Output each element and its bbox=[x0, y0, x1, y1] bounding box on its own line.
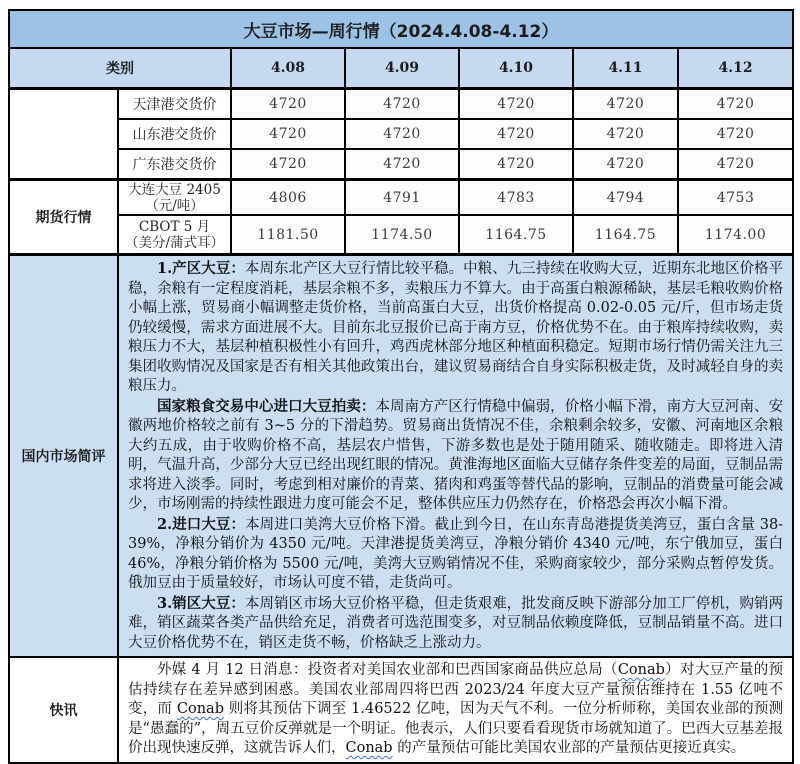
price-cell: 4720 bbox=[459, 89, 573, 120]
price-cell: 4720 bbox=[573, 149, 678, 180]
column-header-row bbox=[9, 48, 793, 89]
flash-text: 的产量预估可能比美国农业部的产量预估更接近真实。 bbox=[392, 740, 746, 756]
price-cell: 4720 bbox=[231, 119, 345, 149]
page-title: 大豆市场—周行情（2024.4.08-4.12） bbox=[9, 10, 793, 48]
price-cell: 4720 bbox=[345, 89, 459, 120]
date-header-5: 4.12 bbox=[678, 48, 793, 89]
category-header: 类别 bbox=[9, 48, 231, 89]
flash-news-text bbox=[118, 657, 793, 763]
flash-text: ）对大豆产量的预估持续存在差异感到困惑。美国农业部周四将巴西 2023/24 年度大豆产量预估维持在 1.55 亿吨不变，而 bbox=[128, 662, 784, 717]
review-paragraph-3 bbox=[128, 515, 783, 594]
date-header-1: 4.08 bbox=[231, 48, 345, 89]
spot-group-cell-empty bbox=[9, 89, 118, 180]
price-cell: 4720 bbox=[231, 89, 345, 120]
price-cell: 1174.00 bbox=[678, 215, 793, 255]
price-cell: 1164.75 bbox=[573, 215, 678, 255]
price-cell: 4720 bbox=[573, 89, 678, 120]
flash-text: 外媒 4 月 12 日消息：投资者对美国农业部和巴西国家商品供应总局（ bbox=[157, 662, 618, 678]
price-cell: 4720 bbox=[231, 149, 345, 180]
price-cell: 4806 bbox=[231, 180, 345, 216]
futures-label-line2: （美分/蒲式耳） bbox=[124, 234, 225, 251]
price-cell: 4753 bbox=[678, 180, 793, 216]
flash-news-label: 快讯 bbox=[9, 657, 118, 763]
table-row-cbot-futures bbox=[9, 215, 793, 255]
soybean-weekly-report-table bbox=[8, 9, 794, 764]
table-row-shandong bbox=[9, 119, 793, 149]
price-cell: 1164.75 bbox=[459, 215, 573, 255]
price-cell: 4720 bbox=[459, 149, 573, 180]
paragraph-lead: 国家粮食交易中心进口大豆拍卖： bbox=[157, 397, 376, 415]
table-row-dalian-futures bbox=[9, 180, 793, 216]
price-cell: 4720 bbox=[345, 149, 459, 180]
spellcheck-word: Conab bbox=[345, 740, 393, 756]
price-cell: 4720 bbox=[573, 119, 678, 149]
spot-row-label: 广东港交货价 bbox=[118, 149, 231, 180]
futures-group-label: 期货行情 bbox=[9, 180, 118, 255]
futures-label-line2: （元/吨） bbox=[145, 197, 204, 214]
date-header-2: 4.09 bbox=[345, 48, 459, 89]
price-cell: 4791 bbox=[345, 180, 459, 216]
review-paragraph-2 bbox=[128, 397, 783, 515]
price-table bbox=[8, 9, 794, 764]
paragraph-lead: 3.销区大豆： bbox=[157, 594, 245, 612]
flash-news-section bbox=[9, 657, 793, 763]
price-cell: 4720 bbox=[678, 149, 793, 180]
futures-row-label bbox=[118, 215, 231, 255]
market-review-label: 国内市场简评 bbox=[9, 255, 118, 658]
futures-label-line1: CBOT 5 月 bbox=[138, 218, 211, 235]
futures-label-line1: 大连大豆 2405 bbox=[128, 181, 221, 198]
paragraph-body: 本周进口美湾大豆价格下滑。截止到今日，在山东青岛港提货美湾豆，蛋白含量 38-39%，净粮分销价为 4350 元/吨。天津港提货美湾豆，净粮分销价 4340 元/吨，东宁俄加豆，蛋白 46%，净粮分销价格为 5500 元/吨，美湾大豆购销情况不佳，采购商家较少，部分采购点暂停发货。俄加豆由于质量较好，市场认可度不错，走货尚可。 bbox=[128, 516, 784, 591]
review-paragraph-1 bbox=[128, 259, 783, 397]
date-header-3: 4.10 bbox=[459, 48, 573, 89]
paragraph-body: 本周东北产区大豆行情比较平稳。中粮、九三持续在收购大豆，近期东北地区价格平稳，余粮有一定程度消耗，基层余粮不多，卖粮压力不算大。由于高蛋白粮源稀缺，基层毛粮收购价格小幅上涨，贸易商小幅调整走货价格，当前高蛋白大豆，出货价格提高 0.02-0.05 元/斤，但市场走货仍较缓慢，需求方面进展不大。目前东北豆报价已高于南方豆，价格优势不在。由于粮库持续收购，卖粮压力不大，基层种植积极性小有回升，鸡西虎林部分地区种植面积稳定。短期市场行情仍需关注九三集团收购情况及国家是否有相关其他政策出台，建议贸易商结合自身实际积极走货，及时减轻自身的卖粮压力。 bbox=[128, 261, 784, 394]
review-paragraph-4 bbox=[128, 594, 783, 654]
price-cell: 4720 bbox=[678, 89, 793, 120]
price-cell: 1174.50 bbox=[345, 215, 459, 255]
paragraph-lead: 1.产区大豆： bbox=[157, 260, 245, 277]
date-header-4: 4.11 bbox=[573, 48, 678, 89]
paragraph-lead: 2.进口大豆： bbox=[157, 515, 246, 533]
paragraph-body: 本周销区市场大豆价格平稳，但走货艰难，批发商反映下游部分加工厂停机，购销两难，销区蔬菜各类产品供给充足，消费者可选范围变多，对豆制品依赖度降低，豆制品销量不高。进口大豆价格优势不在，销区走货不畅，价格缺乏上涨动力。 bbox=[128, 595, 784, 651]
price-cell: 4720 bbox=[678, 119, 793, 149]
market-review-section bbox=[9, 255, 793, 658]
spot-row-label: 山东港交货价 bbox=[118, 119, 231, 149]
futures-row-label bbox=[118, 180, 231, 216]
flash-text: 则将其预估下调至 1.46522 亿吨，因为天气不利。一位分析师称，美国农业部的预测是“愚蠢的”，周五豆价反弹就是一个明证。他表示，人们只要看看现货市场就知道了。巴西大豆基差报价出现快速反弹，这就告诉人们， bbox=[128, 701, 784, 756]
paragraph-body: 本周南方产区行情稳中偏弱，价格小幅下滑，南方大豆河南、安徽两地价格较之前有 3~5 分的下滑趋势。贸易商出货情况不佳，余粮剩余较多，安徽、河南地区余粮大约五成，由于收购价格不高，基层农户惜售，下游多数也是处于随用随采、随收随走。即将进入清明，气温升高，少部分大豆已经出现红眼的情况。黄淮海地区面临大豆储存条件变差的局面，豆制品需求将进入淡季。同时，考虑到相对廉价的青菜、猪肉和鸡蛋等替代品的影响，豆制品的消费量可能会减少，市场刚需的持续性跟进力度可能会不足，整体供应压力仍然存在，价格恐会再次小幅下滑。 bbox=[128, 398, 784, 512]
price-cell: 4720 bbox=[345, 119, 459, 149]
table-row-tianjin bbox=[9, 89, 793, 120]
market-review-text bbox=[118, 255, 793, 658]
spellcheck-word: Conab bbox=[176, 701, 224, 717]
price-cell: 4794 bbox=[573, 180, 678, 216]
price-cell: 4783 bbox=[459, 180, 573, 216]
price-cell: 4720 bbox=[459, 119, 573, 149]
flash-paragraph bbox=[128, 661, 783, 759]
price-cell: 1181.50 bbox=[231, 215, 345, 255]
title-row bbox=[9, 10, 793, 48]
spellcheck-word: Conab bbox=[617, 662, 665, 678]
spot-row-label: 天津港交货价 bbox=[118, 89, 231, 120]
table-row-guangdong bbox=[9, 149, 793, 180]
